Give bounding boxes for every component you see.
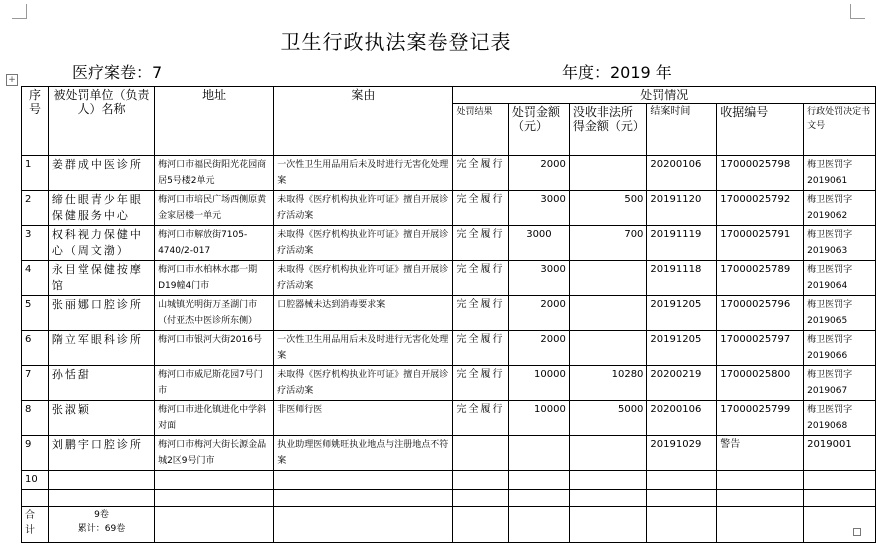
total-empty — [155, 507, 274, 543]
cell-result — [453, 436, 509, 471]
cell-date: 20191205 — [647, 331, 717, 366]
total-label: 合计 — [22, 507, 49, 543]
header-confiscated: 没收非法所得金额（元） — [569, 104, 647, 156]
cell-amount: 10000 — [509, 366, 570, 401]
cell-doc: 2019001 — [804, 436, 876, 471]
table-row — [22, 156, 876, 191]
cell-amount: 3000 — [509, 191, 570, 226]
cell-address: 梅河口市威尼斯花园7号门市 — [155, 366, 274, 401]
header-close-date: 结案时间 — [647, 104, 717, 156]
cell-cause: 未取得《医疗机构执业许可证》擅自开展诊疗活动案 — [274, 191, 453, 226]
cell-confiscated — [569, 261, 647, 296]
header-doc-no: 行政处罚决定书文号 — [804, 104, 876, 156]
cell-cause: 一次性卫生用品用后未及时进行无害化处理案 — [274, 331, 453, 366]
cell-confiscated: 5000 — [569, 401, 647, 436]
cell-unit: 姜群成中医诊所 — [48, 156, 154, 191]
cell-doc: 梅卫医罚字2019061 — [804, 156, 876, 191]
cell-date — [647, 471, 717, 490]
cell-unit: 张丽娜口腔诊所 — [48, 296, 154, 331]
cell-receipt: 警告 — [717, 436, 804, 471]
cell-result: 完全履行 — [453, 191, 509, 226]
cell-date: 20191120 — [647, 191, 717, 226]
cell-address: 山城镇光明街万圣湖门市（付亚杰中医诊所东侧） — [155, 296, 274, 331]
cell-confiscated: 700 — [569, 226, 647, 261]
cell-cause: 未取得《医疗机构执业许可证》擅自开展诊疗活动案 — [274, 261, 453, 296]
table-row — [22, 261, 876, 296]
table-row — [22, 366, 876, 401]
cell-confiscated — [569, 471, 647, 490]
cell-doc — [804, 490, 876, 507]
header-unit: 被处罚单位（负责人）名称 — [48, 87, 154, 156]
cell-amount: 3000 — [509, 261, 570, 296]
cell-seq: 9 — [22, 436, 49, 471]
cell-date: 20191119 — [647, 226, 717, 261]
page-corner-mark-left — [12, 4, 27, 19]
cell-confiscated: 10280 — [569, 366, 647, 401]
total-empty — [274, 507, 453, 543]
header-amount: 处罚金额（元） — [509, 104, 570, 156]
cell-doc: 梅卫医罚字2019063 — [804, 226, 876, 261]
cell-address: 梅河口市进化镇进化中学斜对面 — [155, 401, 274, 436]
table-row — [22, 226, 876, 261]
cell-result: 完全履行 — [453, 331, 509, 366]
cell-unit: 张淑颖 — [48, 401, 154, 436]
cell-seq: 6 — [22, 331, 49, 366]
cell-receipt: 17000025799 — [717, 401, 804, 436]
cell-seq: 10 — [22, 471, 49, 490]
cell-address: 梅河口市梅河大街长源金晶城2区9号门市 — [155, 436, 274, 471]
cell-address: 梅河口市水柏林水郡一期D19幢4门市 — [155, 261, 274, 296]
cell-doc: 梅卫医罚字2019067 — [804, 366, 876, 401]
cell-seq: 2 — [22, 191, 49, 226]
cell-amount — [509, 436, 570, 471]
cell-date — [647, 490, 717, 507]
header-seq: 序号 — [22, 87, 49, 156]
cell-cause: 非医师行医 — [274, 401, 453, 436]
cell-date: 20200106 — [647, 156, 717, 191]
cell-amount — [509, 471, 570, 490]
document-title: 卫生行政执法案卷登记表 — [280, 30, 512, 54]
cell-receipt — [717, 471, 804, 490]
table-row — [22, 436, 876, 471]
header-penalty: 处罚情况 — [453, 87, 876, 104]
header-row-1 — [22, 87, 876, 104]
cell-seq: 8 — [22, 401, 49, 436]
table-resize-handle-icon[interactable] — [853, 528, 861, 536]
cell-cause: 未取得《医疗机构执业许可证》擅自开展诊疗活动案 — [274, 366, 453, 401]
total-empty — [453, 507, 509, 543]
cell-amount: 3000 — [509, 226, 570, 261]
cell-amount: 2000 — [509, 296, 570, 331]
table-row — [22, 296, 876, 331]
table-row — [22, 490, 876, 507]
cell-seq: 1 — [22, 156, 49, 191]
cell-unit: 缔仕眼青少年眼保健服务中心 — [48, 191, 154, 226]
cell-receipt: 17000025800 — [717, 366, 804, 401]
cell-receipt: 17000025797 — [717, 331, 804, 366]
cell-amount — [509, 490, 570, 507]
cell-receipt: 17000025796 — [717, 296, 804, 331]
cell-address — [155, 471, 274, 490]
table-row — [22, 471, 876, 490]
cell-result: 完全履行 — [453, 401, 509, 436]
header-result: 处罚结果 — [453, 104, 509, 156]
cell-doc: 梅卫医罚字2019066 — [804, 331, 876, 366]
total-row — [22, 507, 876, 543]
table-row — [22, 191, 876, 226]
cell-unit: 永目堂保健按摩馆 — [48, 261, 154, 296]
cell-doc: 梅卫医罚字2019062 — [804, 191, 876, 226]
cell-doc: 梅卫医罚字2019065 — [804, 296, 876, 331]
table-row — [22, 331, 876, 366]
cell-receipt: 17000025798 — [717, 156, 804, 191]
cell-unit: 隋立军眼科诊所 — [48, 331, 154, 366]
cell-seq: 3 — [22, 226, 49, 261]
cell-result: 完全履行 — [453, 296, 509, 331]
cell-receipt: 17000025792 — [717, 191, 804, 226]
total-volumes-cell — [48, 507, 154, 543]
cell-confiscated — [569, 296, 647, 331]
total-empty — [647, 507, 717, 543]
total-volumes: 9卷 — [94, 510, 109, 520]
cell-date: 20200106 — [647, 401, 717, 436]
cell-seq: 7 — [22, 366, 49, 401]
cell-result: 完全履行 — [453, 226, 509, 261]
cell-confiscated — [569, 331, 647, 366]
cell-address: 梅河口市解放街7105-4740/2-017 — [155, 226, 274, 261]
cell-confiscated — [569, 156, 647, 191]
cell-doc: 梅卫医罚字2019064 — [804, 261, 876, 296]
cell-date: 20200219 — [647, 366, 717, 401]
cell-result: 完全履行 — [453, 156, 509, 191]
header-address: 地址 — [155, 87, 274, 156]
cell-address — [155, 490, 274, 507]
total-empty — [717, 507, 804, 543]
header-cause: 案由 — [274, 87, 453, 156]
table-row — [22, 401, 876, 436]
cell-confiscated: 500 — [569, 191, 647, 226]
cell-result: 完全履行 — [453, 366, 509, 401]
cell-address: 梅河口市福民街阳光花园商居5号楼2单元 — [155, 156, 274, 191]
table-move-handle-icon[interactable]: + — [6, 74, 18, 86]
page-corner-mark-right — [850, 4, 865, 19]
cell-amount: 10000 — [509, 401, 570, 436]
total-empty — [569, 507, 647, 543]
cell-unit — [48, 490, 154, 507]
cell-amount: 2000 — [509, 331, 570, 366]
cell-result — [453, 490, 509, 507]
cell-cause — [274, 490, 453, 507]
cell-doc — [804, 471, 876, 490]
cell-receipt — [717, 490, 804, 507]
cell-cause: 口腔器械未达到消毒要求案 — [274, 296, 453, 331]
cell-address: 梅河口市银河大街2016号 — [155, 331, 274, 366]
registration-table — [21, 86, 876, 543]
cell-address: 梅河口市培民广场西侧原黄金家居楼一单元 — [155, 191, 274, 226]
cell-result: 完全履行 — [453, 261, 509, 296]
cell-unit: 权科视力保健中心（周文渤） — [48, 226, 154, 261]
cell-receipt: 17000025789 — [717, 261, 804, 296]
cell-unit — [48, 471, 154, 490]
cell-cause: 未取得《医疗机构执业许可证》擅自开展诊疗活动案 — [274, 226, 453, 261]
cell-cause — [274, 471, 453, 490]
cell-result — [453, 471, 509, 490]
cell-unit: 刘鹏宇口腔诊所 — [48, 436, 154, 471]
cell-cause: 一次性卫生用品用后未及时进行无害化处理案 — [274, 156, 453, 191]
cell-amount: 2000 — [509, 156, 570, 191]
cell-confiscated — [569, 490, 647, 507]
total-cumulative: 累计：69卷 — [77, 524, 126, 534]
cell-seq: 4 — [22, 261, 49, 296]
year-label: 年度：2019 年 — [562, 63, 672, 82]
header-receipt: 收据编号 — [717, 104, 804, 156]
cell-cause: 执业助理医师姚旺执业地点与注册地点不符案 — [274, 436, 453, 471]
cell-seq — [22, 490, 49, 507]
total-empty — [509, 507, 570, 543]
total-empty — [804, 507, 876, 543]
cell-receipt: 17000025791 — [717, 226, 804, 261]
case-volume-label: 医疗案卷：7 — [72, 63, 163, 82]
cell-unit: 孙恬甜 — [48, 366, 154, 401]
cell-doc: 梅卫医罚字2019068 — [804, 401, 876, 436]
cell-date: 20191205 — [647, 296, 717, 331]
cell-date: 20191029 — [647, 436, 717, 471]
cell-seq: 5 — [22, 296, 49, 331]
cell-date: 20191118 — [647, 261, 717, 296]
cell-confiscated — [569, 436, 647, 471]
